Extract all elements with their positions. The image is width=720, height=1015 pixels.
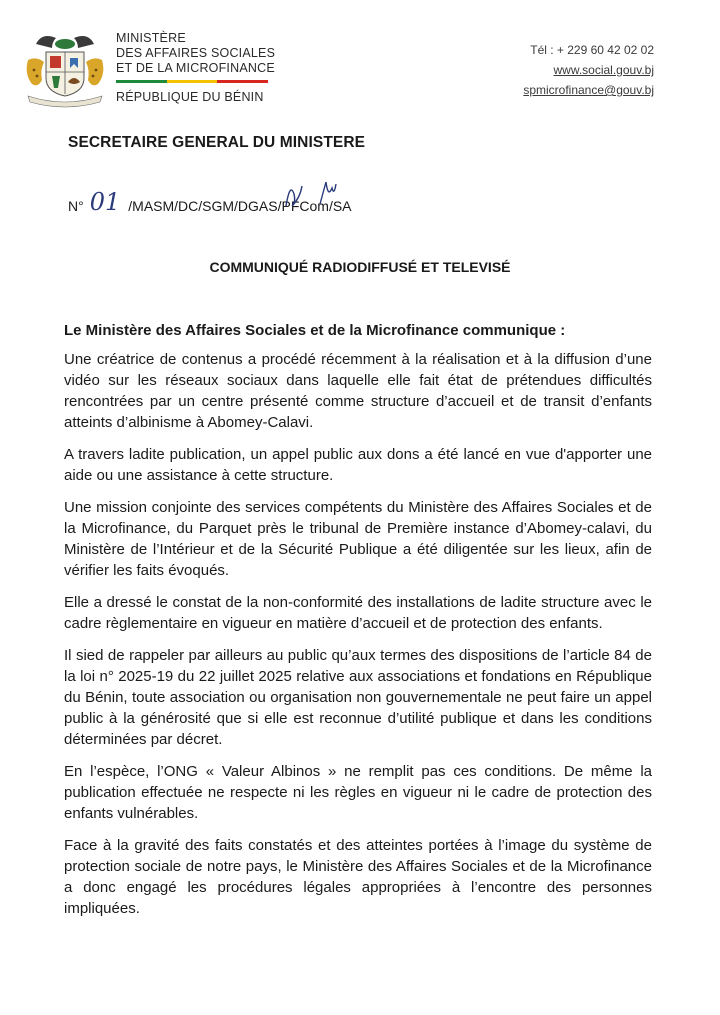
email-link[interactable]: spmicrofinance@gouv.bj — [523, 83, 654, 97]
body-paragraph: Face à la gravité des faits constatés et des atteintes portées à l’image du système de protection sociale de notre pays, le Ministère des Affaires Sociales et de la Microfinance a donc engagé les procédures légales appropriées à l’encontre des personnes impliquées. — [64, 837, 652, 917]
reference-prefix: N° — [68, 198, 84, 214]
ministry-line: MINISTÈRE — [116, 31, 186, 45]
ministry-name — [116, 31, 275, 76]
lead-sentence: Le Ministère des Affaires Sociales et de la Microfinance communique : — [64, 322, 566, 339]
initials-signature — [280, 176, 360, 216]
body-paragraph: A travers ladite publication, un appel public aux dons a été lancé en vue d'apporter une aide ou une assistance à cette structure. — [64, 446, 652, 484]
body-paragraph: En l’espèce, l’ONG « Valeur Albinos » ne remplit pas ces conditions. De même la publication effectuée ne respecte ni les règles en vigueur ni le cadre de protection des enfants vulnérables. — [64, 763, 652, 822]
coat-of-arms-icon — [22, 30, 108, 108]
body-paragraph: Il sied de rappeler par ailleurs au public qu’aux termes des dispositions de l’article 84 de la loi n° 2025-19 du 22 juillet 2025 relative aux associations et fondations en République du Bénin, toute association ou organisation non gouvernementale ne peut faire un appel public à la générosité que si elle est reconnue d’utilité publique et dans les conditions déterminées par décret. — [64, 647, 652, 748]
flag-red — [217, 80, 268, 83]
contact-block — [523, 40, 654, 100]
communique-body — [64, 320, 652, 930]
ministry-line: ET DE LA MICROFINANCE — [116, 61, 275, 75]
republic-name: RÉPUBLIQUE DU BÉNIN — [116, 90, 264, 104]
reference-handwritten-number: 01 — [89, 188, 121, 216]
website-link[interactable]: www.social.gouv.bj — [553, 63, 654, 77]
body-paragraph: Une créatrice de contenus a procédé récemment à la réalisation et à la diffusion d’une vidéo sur les réseaux sociaux dans laquelle elle fait état de prétendues difficultés rencontrées par un centre présenté comme structure d’accueil et de transit d’enfants atteints d’albinisme à Abomey-Calavi. — [64, 351, 652, 431]
flag-yellow — [167, 80, 218, 83]
communique-title: COMMUNIQUÉ RADIODIFFUSÉ ET TELEVISÉ — [209, 259, 511, 275]
body-paragraph: Elle a dressé le constat de la non-conformité des installations de ladite structure avec le cadre règlementaire en vigueur en matière d’accueil et de protection des enfants. — [64, 594, 652, 632]
flag-stripe — [116, 80, 268, 83]
secretariat-title: SECRETAIRE GENERAL DU MINISTERE — [68, 134, 366, 151]
body-paragraph: Une mission conjointe des services compétents du Ministère des Affaires Sociales et de la Microfinance, du Parquet près le tribunal de Première instance d’Abomey-calavi, du Ministère de l’Intérieur et de la Sécurité Publique a été diligentée sur les lieux, afin de vérifier les faits évoqués. — [64, 499, 652, 579]
reference-code: /MASM/DC/SGM/DGAS/PFCom/SA — [128, 198, 352, 214]
flag-green — [116, 80, 167, 83]
ministry-line: DES AFFAIRES SOCIALES — [116, 46, 276, 60]
phone-number: Tél : + 229 60 42 02 02 — [530, 43, 654, 57]
